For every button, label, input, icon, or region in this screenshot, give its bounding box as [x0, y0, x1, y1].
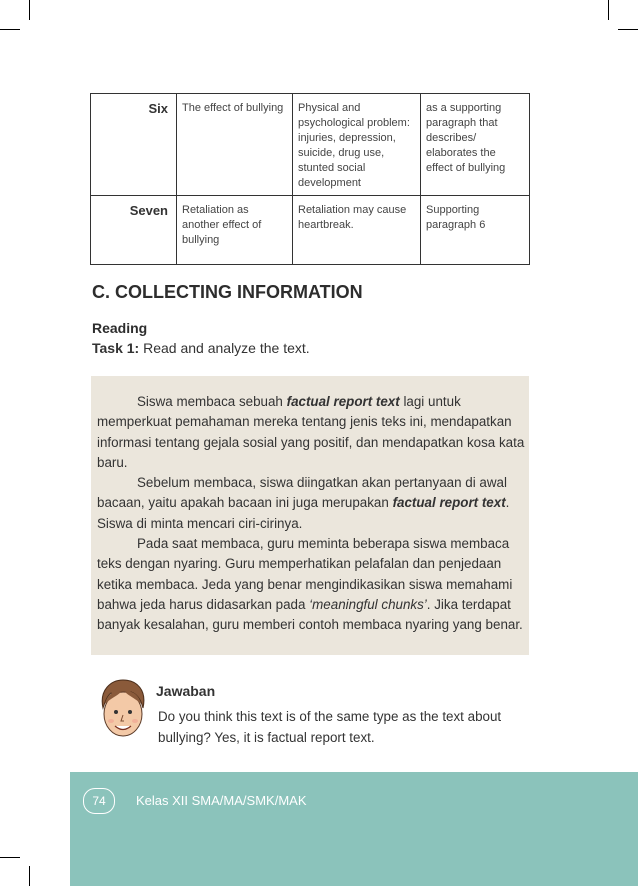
page-number: 74	[83, 788, 115, 814]
task-label: Task 1:	[92, 340, 140, 356]
crop-mark	[29, 0, 30, 20]
task-text: Read and analyze the text.	[143, 340, 310, 356]
crop-mark	[0, 857, 20, 858]
table-row	[91, 94, 530, 196]
table-cell: Retaliation as another effect of bullying	[177, 196, 293, 265]
table-cell-number: Six	[91, 94, 177, 196]
note-paragraph: Siswa membaca sebuah factual report text lagi untuk memperkuat pemahaman mereka tentang jenis teks ini, mendapatkan informasi tentang gejala sosial yang positif, dan mendapatkan kosa kata baru.	[97, 394, 525, 470]
answer-text: Do you think this text is of the same type as the text about bullying? Yes, it is factual report text.	[158, 709, 502, 745]
footer-band	[70, 772, 638, 886]
table-cell-number: Seven	[91, 196, 177, 265]
reading-label: Reading	[92, 320, 148, 336]
task-instruction	[92, 340, 310, 356]
crop-mark	[608, 0, 609, 20]
crop-mark	[618, 29, 638, 30]
note-paragraph: Sebelum membaca, siswa diingatkan akan pertanyaan di awal bacaan, yaitu apakah bacaan ini juga merupakan factual report text. Siswa di minta mencari ciri-cirinya.	[97, 475, 510, 531]
paragraph-plan-table	[90, 93, 530, 265]
crop-mark	[29, 866, 30, 886]
footer-title: Kelas XII SMA/MA/SMK/MAK	[136, 793, 307, 808]
note-paragraph: Pada saat membaca, guru meminta beberapa siswa membaca teks dengan nyaring. Guru memperhatikan pelafalan dan penjedaan ketika membaca. Jeda yang benar mengindikasikan siswa memahami bahwa jeda harus didasarkan pada ‘meaningful chunks’. Jika terdapat banyak kesalahan, guru memberi contoh membaca nyaring yang benar.	[97, 536, 523, 633]
table-cell: The effect of bullying	[177, 94, 293, 196]
table-cell: Physical and psychological problem: injuries, depression, suicide, drug use, stunted social development	[293, 94, 421, 196]
table-cell: as a supporting paragraph that describes/ elaborates the effect of bullying	[421, 94, 530, 196]
teacher-note-box	[91, 376, 529, 655]
student-face-icon	[97, 678, 149, 744]
table-row	[91, 196, 530, 265]
answer-label: Jawaban	[156, 683, 216, 699]
table-cell: Retaliation may cause heartbreak.	[293, 196, 421, 265]
table-cell: Supporting paragraph 6	[421, 196, 530, 265]
section-heading: C. COLLECTING INFORMATION	[92, 282, 363, 302]
crop-mark	[0, 29, 20, 30]
